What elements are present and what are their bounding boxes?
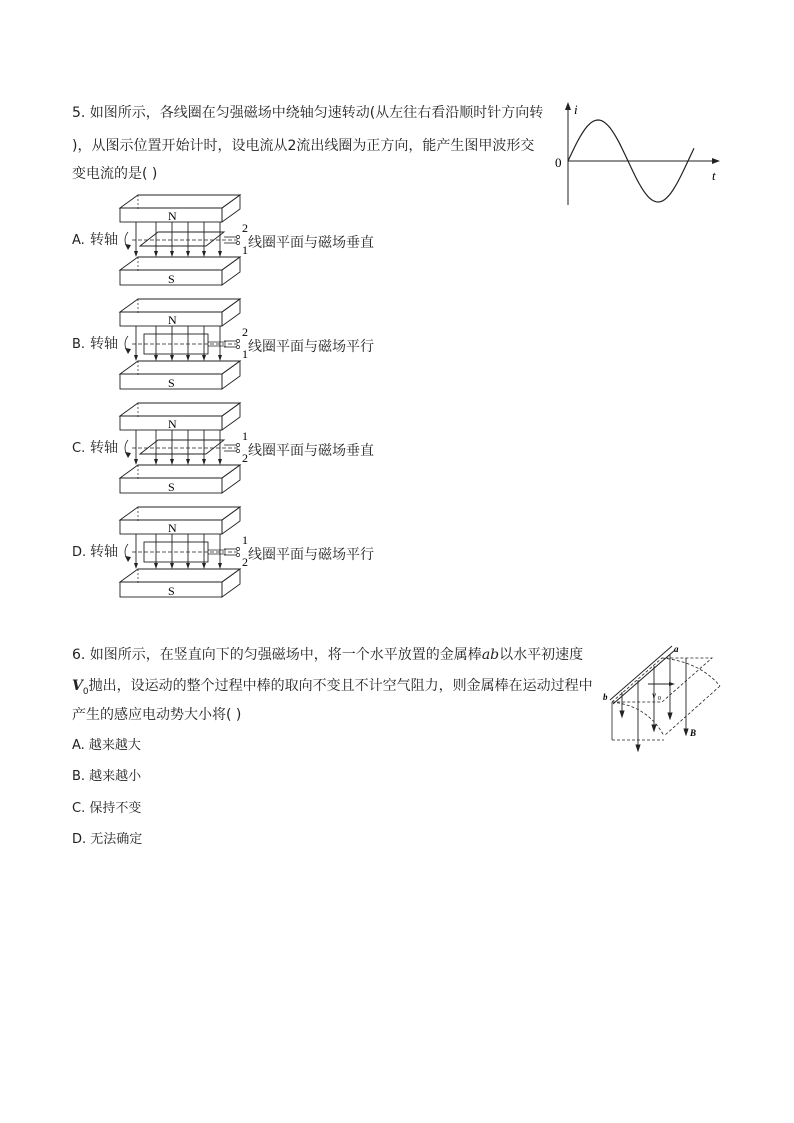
- graph-y-label: i: [574, 102, 578, 117]
- terminal-top-label: 2: [242, 221, 248, 235]
- rod-line-1: [610, 646, 672, 700]
- n-pole-side-face: [222, 299, 240, 326]
- n-pole-side-face: [222, 195, 240, 222]
- s-pole-side-face: [222, 361, 240, 389]
- option-b-letter: B.: [72, 337, 86, 352]
- option-c[interactable]: [72, 400, 392, 506]
- b-field-arrows: [620, 654, 688, 751]
- s-pole-label: S: [168, 584, 175, 598]
- y-axis-arrow: [565, 102, 571, 110]
- fig-v-sub: 0: [658, 696, 661, 702]
- option-a[interactable]: [72, 192, 392, 298]
- fig-a-label: a: [674, 644, 679, 654]
- s-pole-side-face: [222, 569, 240, 597]
- graph-origin-label: 0: [555, 155, 562, 170]
- option-c-letter: C.: [72, 441, 86, 456]
- rotation-arrow-head: [125, 348, 131, 354]
- n-pole-label: N: [168, 417, 177, 431]
- terminal-bottom-label: 1: [242, 243, 248, 257]
- terminal-bottom-label: 1: [242, 347, 248, 361]
- n-pole-label: N: [168, 521, 177, 535]
- option-d-caption: 线圈平面与磁场平行: [248, 547, 374, 563]
- sine-wave-graph: [550, 100, 730, 212]
- s-pole-label: S: [168, 272, 175, 286]
- q5-line-1: 5. 如图所示，各线圈在匀强磁场中绕轴匀速转动(从左往右看沿顺时针方向转: [72, 105, 544, 121]
- s-pole-side-face: [222, 257, 240, 285]
- q6-option-c[interactable]: C. 保持不变: [72, 801, 142, 816]
- trajectory-arc-1: [662, 658, 720, 686]
- rotation-arrow-head: [125, 244, 131, 250]
- s-pole-label: S: [168, 376, 175, 390]
- option-d-axis-label: 转轴: [90, 544, 118, 560]
- s-pole-side-face: [222, 465, 240, 493]
- option-a-letter: A.: [72, 233, 85, 248]
- option-b-magnet-diagram: [118, 296, 298, 402]
- v0-symbol: V: [72, 678, 83, 694]
- q6-line-2-text: 抛出，设运动的整个过程中棒的取向不变且不计空气阻力，则金属棒在运动过程中: [88, 678, 593, 694]
- q6-line-1: [72, 645, 583, 665]
- option-c-caption: 线圈平面与磁场垂直: [248, 443, 374, 459]
- terminal-top-label: 1: [242, 533, 248, 547]
- terminal-top-label: 1: [242, 429, 248, 443]
- rod-label: ab: [481, 647, 500, 663]
- option-d[interactable]: [72, 504, 392, 610]
- n-pole-side-face: [222, 507, 240, 534]
- q6-line-2: [72, 676, 593, 702]
- fig-v-label: v: [652, 690, 656, 700]
- rod-projectile-figure: [600, 640, 730, 760]
- terminal-bottom-label: 2: [242, 555, 248, 569]
- x-axis-arrow: [712, 158, 720, 164]
- fig-b-label: b: [603, 692, 608, 702]
- option-d-letter: D.: [72, 545, 87, 560]
- n-pole-label: N: [168, 209, 177, 223]
- option-b[interactable]: [72, 296, 392, 402]
- fig-B-label: B: [690, 728, 697, 738]
- option-a-caption: 线圈平面与磁场垂直: [248, 235, 374, 251]
- option-a-magnet-diagram: [118, 192, 298, 298]
- rotation-arrow-head: [125, 556, 131, 562]
- terminal-top-label: 2: [242, 325, 248, 339]
- s-pole-label: S: [168, 480, 175, 494]
- option-a-axis-label: 转轴: [90, 232, 118, 248]
- coil-horizontal: [140, 232, 224, 246]
- q6-line-1-part-a: 6. 如图所示，在竖直向下的匀强磁场中，将一个水平放置的金属棒: [72, 647, 482, 663]
- option-b-caption: 线圈平面与磁场平行: [248, 339, 374, 355]
- option-d-magnet-diagram: [118, 504, 298, 610]
- option-b-axis-label: 转轴: [90, 336, 118, 352]
- q6-option-d[interactable]: D. 无法确定: [72, 832, 143, 847]
- rotation-arrow-head: [125, 452, 131, 458]
- q5-line-3: 变电流的是( ): [72, 166, 158, 182]
- terminal-bottom-label: 2: [242, 451, 248, 465]
- top-plane-outline: [612, 658, 712, 702]
- q6-line-3: 产生的感应电动势大小将( ): [72, 707, 242, 723]
- q6-line-1-part-b: 以水平初速度: [499, 647, 584, 663]
- option-c-axis-label: 转轴: [90, 440, 118, 456]
- v0-arrow-head: [669, 682, 675, 686]
- q6-option-a[interactable]: A. 越来越大: [72, 738, 141, 753]
- v0-subscript: 0: [82, 686, 89, 697]
- q6-option-b[interactable]: B. 越来越小: [72, 769, 142, 784]
- coil-horizontal: [140, 440, 224, 454]
- q5-line-2: )，从图示位置开始计时，设电流从2流出线圈为正方向，能产生图甲波形交: [72, 138, 535, 154]
- graph-x-label: t: [712, 168, 716, 183]
- option-c-magnet-diagram: [118, 400, 298, 506]
- n-pole-side-face: [222, 403, 240, 430]
- n-pole-label: N: [168, 313, 177, 327]
